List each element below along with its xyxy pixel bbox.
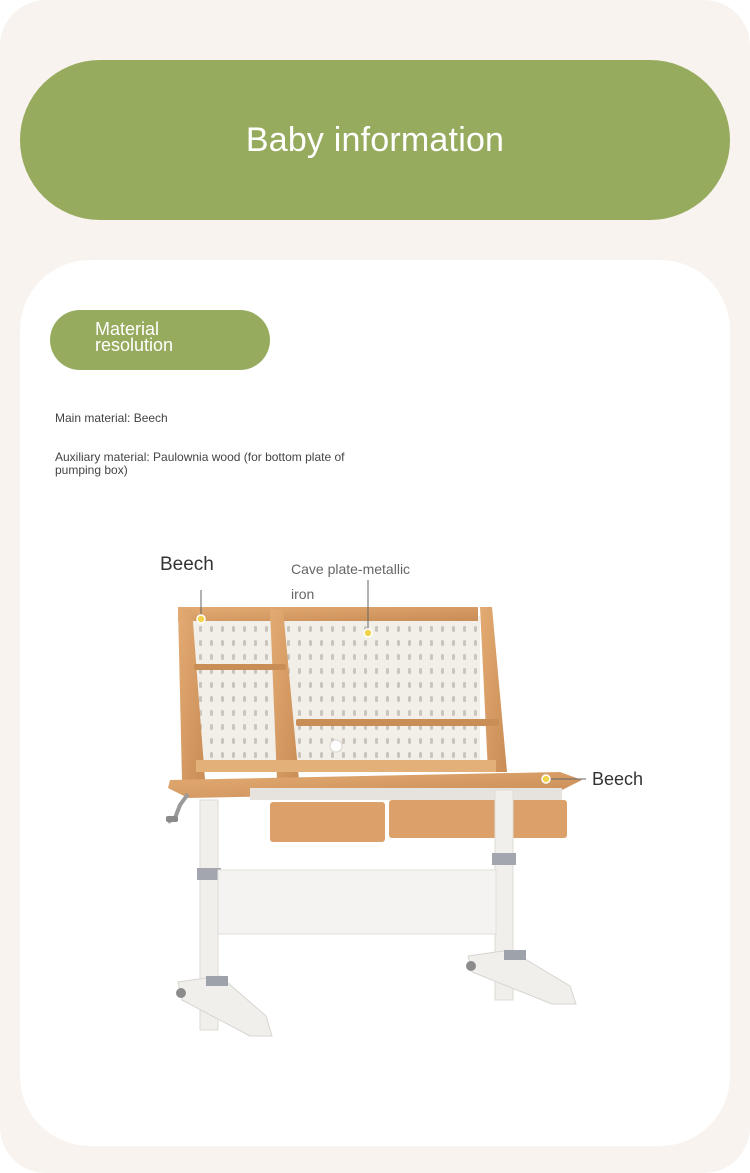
callout-beech-desktop: Beech: [592, 769, 644, 789]
page-title: Baby information: [245, 120, 505, 159]
hutch: [178, 607, 507, 780]
callout-beech-top: Beech: [160, 554, 214, 575]
crossbar-panel: [218, 870, 496, 934]
callout-pegboard: Cave plate-metallic iron: [291, 561, 411, 602]
left-leg-clip: [197, 868, 221, 880]
left-foot-joint: [206, 976, 228, 986]
drawer-left: [270, 802, 385, 842]
main-material-text: Main material: Beech: [55, 411, 168, 425]
section-title: Material resolution: [95, 319, 174, 355]
height-crank: [166, 794, 188, 822]
material-card: [20, 260, 730, 1146]
desk-frame-rail: [250, 788, 562, 800]
desk-illustration: [20, 260, 730, 1146]
right-leg-clip: [492, 853, 516, 865]
header-banner: [20, 60, 730, 220]
long-shelf: [296, 719, 499, 726]
small-shelf: [194, 664, 286, 670]
hutch-top-rail: [178, 607, 478, 621]
right-foot-joint: [504, 950, 526, 960]
desk-top: [168, 772, 582, 842]
cable-hole: [330, 740, 342, 752]
drawer-right: [389, 800, 567, 838]
hutch-right-side: [480, 607, 507, 772]
marker-top-left: [197, 615, 205, 623]
right-foot-wheel: [466, 961, 476, 971]
marker-pegboard: [364, 629, 372, 637]
hutch-bottom-rail: [196, 760, 496, 772]
marker-desktop: [542, 775, 550, 783]
left-foot-wheel: [176, 988, 186, 998]
auxiliary-material-text: Auxiliary material: Paulownia wood (for bottom plate of pumping box): [55, 450, 345, 477]
